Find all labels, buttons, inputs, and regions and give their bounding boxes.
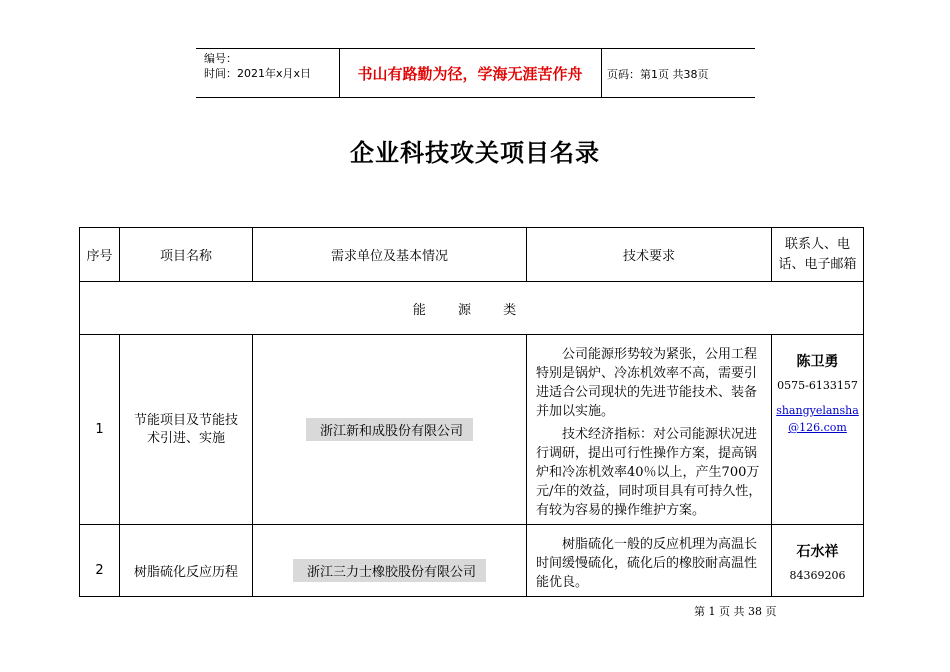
project-table [79,227,864,597]
column-header: 项目名称 [120,228,253,282]
contact-cell [772,335,864,525]
table-header-row [80,228,864,282]
column-header: 技术要求 [527,228,772,282]
requirement-text: 树脂硫化一般的反应机理为高温长时间缓慢硫化，硫化后的橡胶耐高温性能优良。 [536,537,758,590]
project-name: 树脂硫化反应历程 [120,525,253,597]
number-label: 编号： [204,52,237,65]
company-cell [253,525,527,597]
requirements-cell [527,335,772,525]
header-left [204,51,311,81]
column-header: 需求单位及基本情况 [253,228,527,282]
company-name: 浙江新和成股份有限公司 [306,418,473,441]
contact-name: 陈卫勇 [796,354,839,370]
page-header [196,48,755,98]
table-row [80,525,864,597]
column-header: 联系人、电话、电子邮箱 [772,228,864,282]
category-label: 能 源 类 [80,282,864,335]
contact-phone: 84369206 [789,569,846,582]
header-divider [601,49,602,97]
requirement-text: 技术经济指标：对公司能源状况进行调研，提出可行性操作方案，提高锅炉和冷冻机效率40％以上，产生700万元/年的效益，同时项目具有可持久性，有较为容易的操作维护方案。 [536,427,762,518]
company-name: 浙江三力士橡胶股份有限公司 [293,559,486,582]
project-name: 节能项目及节能技术引进、实施 [120,335,253,525]
requirements-cell [527,525,772,597]
category-row [80,282,864,335]
header-motto: 书山有路勤为径，学海无涯苦作舟 [357,64,583,83]
date-label: 时间：2021年x月x日 [204,67,312,80]
contact-name: 石水祥 [796,544,839,560]
column-header: 序号 [80,228,120,282]
requirement-text: 公司能源形势较为紧张，公用工程特别是锅炉、冷冻机效率不高，需要引进适合公司现状的先进节能技术、装备并加以实施。 [536,347,758,419]
contact-phone: 0575-6133157 [777,379,858,392]
contact-cell [772,525,864,597]
row-number: 2 [80,525,120,597]
row-number: 1 [80,335,120,525]
header-page-number: 页码：第1页 共38页 [607,68,709,81]
contact-email-link[interactable]: shangyelansha@126.com [776,404,859,434]
page-footer: 第 1 页 共 38 页 [694,605,777,618]
company-cell [253,335,527,525]
table-row [80,335,864,525]
document-title: 企业科技攻关项目名录 [350,139,600,167]
